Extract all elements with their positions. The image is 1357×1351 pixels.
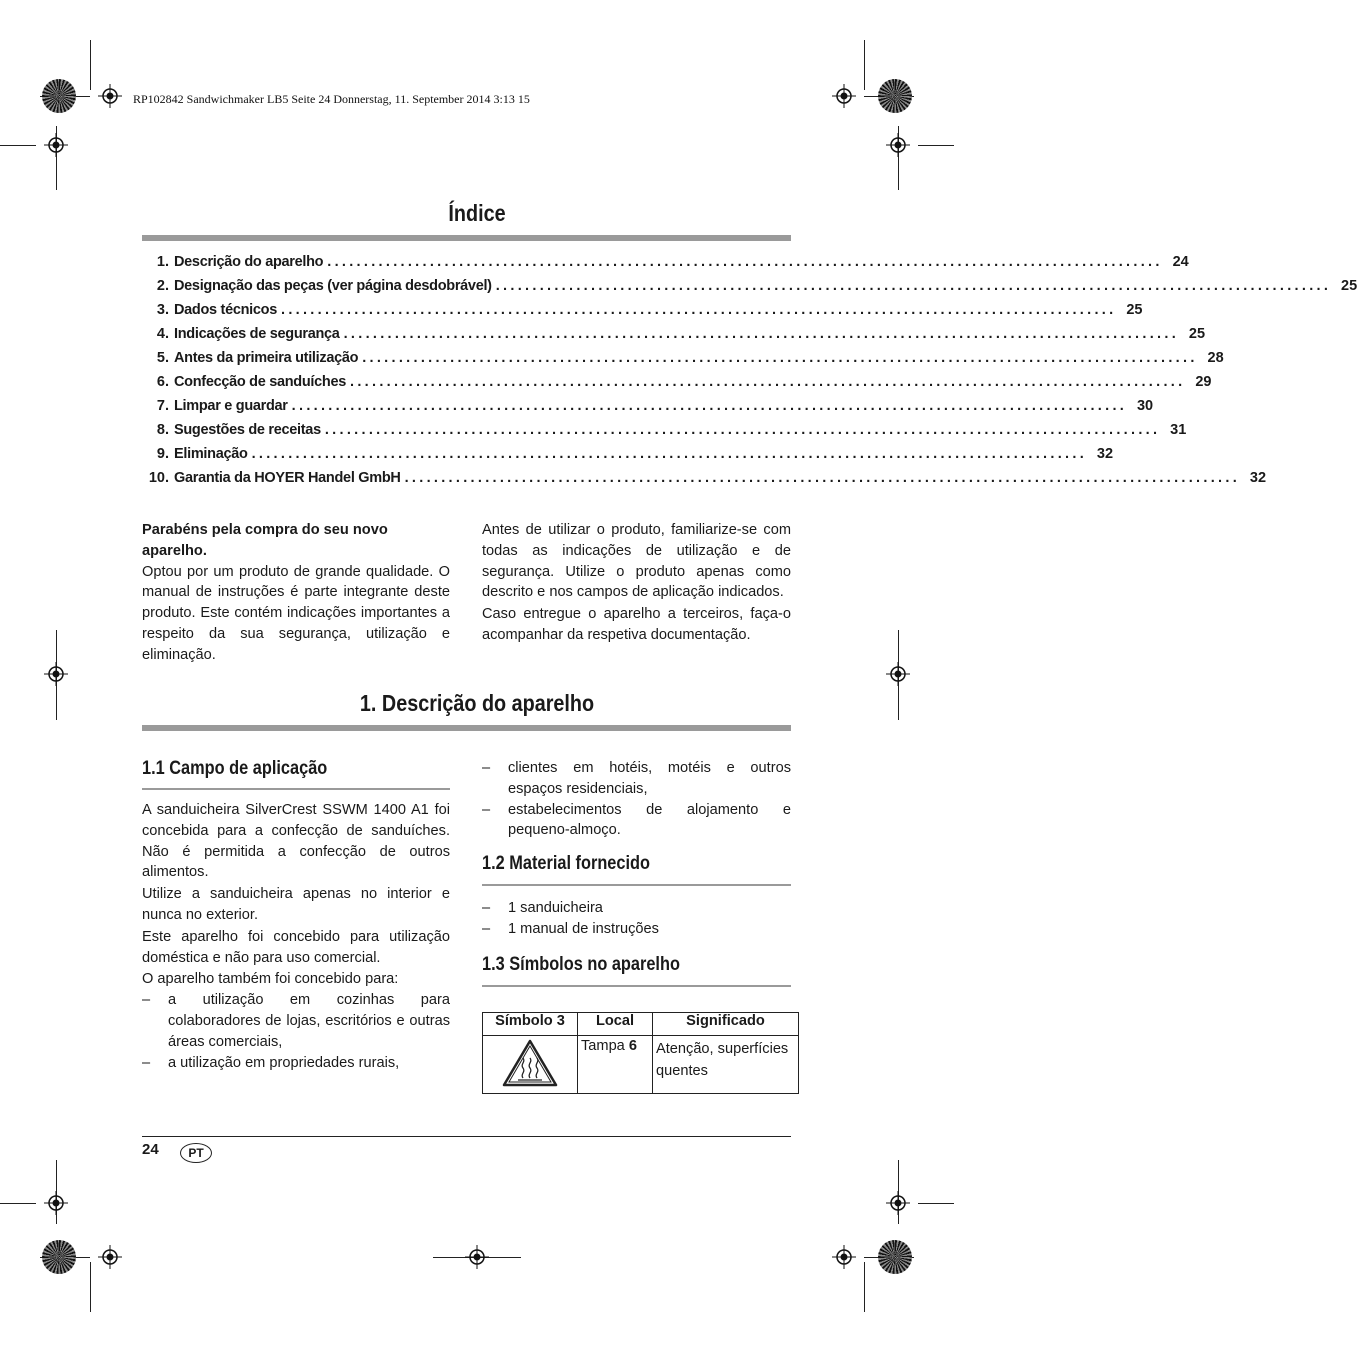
toc-entry[interactable]: 9. Eliminação .................................................................................................................. 32 [156, 446, 1114, 462]
language-badge: PT [180, 1143, 212, 1163]
registration-mark-icon [465, 1245, 489, 1269]
subsection-rule [142, 788, 450, 790]
registration-mark-icon [886, 133, 910, 157]
symbols-table [482, 1012, 799, 1094]
registration-mark-icon [44, 1191, 68, 1215]
table-header-row: Símbolo 3 Local Significado [483, 1013, 799, 1036]
section-title: 1. Descrição do aparelho [359, 690, 595, 716]
index-title-bar [142, 235, 791, 241]
intro-left [142, 520, 450, 666]
toc-entry[interactable]: 4. Indicações de segurança .................................................................................................................. 25 [156, 326, 1206, 342]
color-rosette-icon [42, 79, 76, 113]
registration-mark-icon [832, 1245, 856, 1269]
registration-mark-icon [832, 84, 856, 108]
toc-entry[interactable]: 3. Dados técnicos .................................................................................................................. 25 [156, 302, 1143, 318]
intro-paragraph: Caso entregue o aparelho a terceiros, faça-o acompanhar da respetiva documentação. [482, 606, 791, 643]
registration-mark-icon [44, 133, 68, 157]
registration-mark-icon [886, 1191, 910, 1215]
registration-mark-icon [886, 662, 910, 686]
intro-right [482, 520, 791, 646]
page-number: 24 [142, 1141, 159, 1158]
table-of-contents [143, 254, 1357, 494]
color-rosette-icon [878, 1240, 912, 1274]
index-title: Índice [448, 200, 506, 226]
registration-mark-icon [44, 662, 68, 686]
color-rosette-icon [878, 79, 912, 113]
toc-entry[interactable]: 1. Descrição do aparelho .................................................................................................................. 24 [156, 254, 1189, 270]
subsection-rule [482, 884, 791, 886]
toc-entry[interactable]: 5. Antes da primeira utilização .................................................................................................................. 28 [156, 350, 1224, 366]
list-item: – a utilização em propriedades rurais, [142, 1054, 400, 1071]
application-field-right [482, 758, 791, 841]
toc-entry[interactable]: 8. Sugestões de receitas .................................................................................................................. 31 [156, 422, 1187, 438]
list-item: – a utilização em cozinhas para colaboradores de lojas, escritórios e outras áreas comerciais, [142, 992, 450, 1050]
color-rosette-icon [42, 1240, 76, 1274]
hot-surface-warning-icon [501, 1038, 559, 1088]
table-row: Tampa 6 Atenção, superfícies quentes [483, 1036, 799, 1094]
subsection-title: 1.2 Material fornecido [482, 853, 650, 874]
list-item: – estabelecimentos de alojamento e pequeno-almoço. [482, 801, 791, 839]
toc-entry[interactable]: 10. Garantia da HOYER Handel GmbH .................................................................................................................. 32 [148, 470, 1267, 486]
intro-paragraph: Optou por um produto de grande qualidade. O manual de instruções é parte integrante deste produto. Este contém indicações importantes a respeito da sua segurança, utilização e eliminação. [142, 563, 450, 663]
toc-entry[interactable]: 2. Designação das peças (ver página desdobrável) .................................................................................................................. 25 [156, 278, 1357, 294]
subsection-rule [482, 985, 791, 987]
intro-paragraph: Antes de utilizar o produto, familiarize-se com todas as indicações de utilização e de segurança. Utilize o produto apenas como descrito e nos campos de aplicação indicados. [482, 522, 791, 601]
subsection-title: 1.3 Símbolos no aparelho [482, 954, 680, 975]
print-slug: RP102842 Sandwichmaker LB5 Seite 24 Donnerstag, 11. September 2014 3:13 15 [133, 92, 530, 106]
registration-mark-icon [98, 1245, 122, 1269]
subsection-title: 1.1 Campo de aplicação [142, 758, 328, 779]
registration-mark-icon [98, 84, 122, 108]
list-item: – 1 manual de instruções [482, 920, 659, 937]
toc-entry[interactable]: 7. Limpar e guardar .................................................................................................................. 30 [156, 398, 1154, 414]
intro-heading: Parabéns pela compra do seu novo aparelho. [142, 522, 388, 559]
footer-rule [142, 1136, 791, 1137]
section-title-bar [142, 725, 791, 731]
supplied-items [482, 898, 791, 940]
toc-entry[interactable]: 6. Confecção de sanduíches .................................................................................................................. 29 [156, 374, 1212, 390]
application-field-left: A sanduicheira SilverCrest SSWM 1400 A1 foi concebida para a confecção de sanduíches. Não é permitida a confecção de outros alimentos. Utilize a sanduicheira apenas no interior e nunca no exterior. Este aparelho foi concebido para utilização doméstica e não para uso comercial. O aparelho também foi concebido para: – a utilização em cozinhas para colaboradores de lojas, escritórios e outras áreas comerciais, – a utilização em propriedades rurais, [142, 800, 450, 1073]
list-item: – clientes em hotéis, motéis e outros espaços residenciais, [482, 760, 791, 797]
list-item: – 1 sanduicheira [482, 900, 603, 916]
